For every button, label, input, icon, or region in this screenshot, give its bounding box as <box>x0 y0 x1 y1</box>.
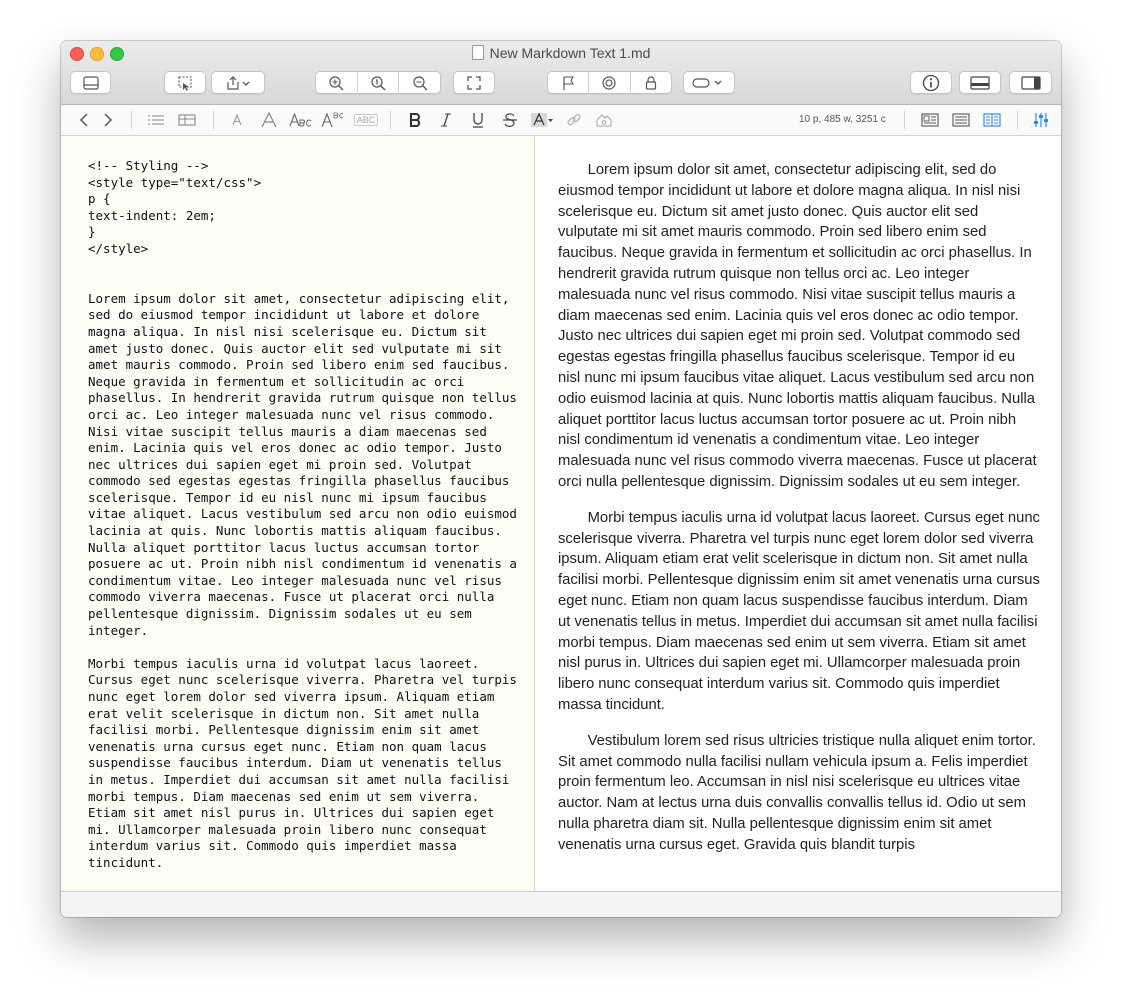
image-button[interactable] <box>594 110 614 130</box>
share-button[interactable] <box>211 71 265 94</box>
format-settings-button[interactable] <box>1032 110 1050 130</box>
strikethrough-button[interactable] <box>501 110 519 130</box>
preview-pane <box>535 136 1061 891</box>
panel-button[interactable] <box>1009 71 1052 94</box>
small-caps-icon <box>289 112 313 128</box>
bold-button[interactable] <box>407 110 423 130</box>
highlight-icon <box>531 112 555 128</box>
sliders-icon <box>1033 112 1049 128</box>
table-button[interactable] <box>177 110 197 130</box>
link-button[interactable] <box>565 110 583 130</box>
document-icon <box>472 45 484 60</box>
highlight-button[interactable] <box>531 110 555 130</box>
info-button[interactable] <box>910 71 952 94</box>
selection-button[interactable] <box>164 71 206 94</box>
document-stats: 10 p, 485 w, 3251 c <box>799 114 886 125</box>
format-bar <box>61 105 1061 136</box>
divider <box>131 111 132 129</box>
fullscreen-icon <box>466 75 482 91</box>
target-button[interactable] <box>589 72 630 93</box>
lock-icon <box>644 75 658 91</box>
selection-icon <box>177 75 193 91</box>
flag-icon <box>561 75 575 91</box>
strikethrough-icon <box>502 113 518 127</box>
flag-button[interactable] <box>548 72 589 93</box>
italic-button[interactable] <box>438 110 454 130</box>
all-caps-button[interactable] <box>353 110 379 130</box>
lock-button[interactable] <box>631 72 671 93</box>
split-view-icon <box>983 113 1001 127</box>
link-icon <box>566 112 582 128</box>
image-icon <box>595 112 613 128</box>
split-view-button[interactable] <box>982 110 1002 130</box>
toggle-dropdown-button[interactable] <box>683 71 735 94</box>
layout-button[interactable] <box>959 71 1001 94</box>
small-caps-button[interactable] <box>289 110 313 130</box>
all-caps-label: ABC <box>354 114 379 126</box>
zoom-out-icon <box>412 75 428 91</box>
forward-button[interactable] <box>100 110 116 130</box>
window-title-text: New Markdown Text 1.md <box>489 45 651 61</box>
zoom-control-group <box>315 71 441 94</box>
titlebar <box>61 41 1061 105</box>
share-icon <box>225 75 251 91</box>
preview-content <box>535 136 1061 856</box>
table-icon <box>178 114 196 126</box>
back-button[interactable] <box>76 110 92 130</box>
font-smaller-button[interactable] <box>229 110 245 130</box>
superscript-caps-icon <box>321 112 345 128</box>
chevron-right-icon <box>103 113 113 127</box>
panel-icon <box>1021 76 1041 90</box>
divider <box>904 111 905 129</box>
status-bar <box>61 891 1061 917</box>
italic-icon <box>440 113 452 127</box>
sidebar-icon <box>83 76 99 90</box>
bold-icon <box>409 113 421 127</box>
preview-view-icon <box>952 113 970 127</box>
preview-paragraph: Lorem ipsum dolor sit amet, consectetur adipiscing elit, sed do eiusmod tempor incididunt ut labore et dolore magna aliqua. In nisl nisi scelerisque eu. Dictum sit amet justo donec. Quis auctor elit sed vulputate mi sit amet mauris commodo. Proin sed libero enim sed faucibus. Neque gravida in fermentum et sollicitudin ac orci phasellus. In hendrerit gravida rutrum quisque non tellus orci ac. Leo integer malesuada nunc vel risus commodo. Nisi vitae suscipit tellus mauris a diam maecenas sed enim. Lacinia quis vel eros donec ac odio tempor. Justo nec ultrices dui sapien eget mi proin sed. Volutpat commodo sed egestas egestas fringilla phasellus faucibus scelerisque. Tempor id eu nisl nunc mi ipsum faucibus vitae aliquet. Lacus vestibulum sed arcu non odio euismod lacinia at quis. Nunc lobortis mattis aliquam faucibus. Nulla aliquet porttitor lacus luctus accumsan tortor posuere ac ut. Proin nibh nisl condimentum id venenatis a condimentum vitae. Leo integer malesuada nunc vel risus commodo viverra maecenas. Fusce ut placerat orci nulla pellentesque dignissim. Dignissim sodales ut eu sem integer. <box>558 162 1037 490</box>
preview-paragraph: Vestibulum lorem sed risus ultricies tristique nulla aliquet enim tortor. Sit amet commodo nulla facilisi nullam vehicula ipsum a. Felis imperdiet proin fermentum leo. Accumsan in nisl nisi scelerisque eu ultrices vitae auctor. Nam at lectus urna duis convallis convallis tellus id. Odio ut sem nulla pharetra diam sit. Nulla pellentesque dignissim enim sit amet venenatis urna cursus eget. Gravida quis blandit turpis <box>558 732 1036 853</box>
underline-button[interactable] <box>470 110 486 130</box>
font-larger-button[interactable] <box>259 110 279 130</box>
actual-size-icon <box>370 75 386 91</box>
fullscreen-button[interactable] <box>453 71 495 94</box>
toggle-icon <box>691 76 727 90</box>
zoom-in-button[interactable] <box>316 72 358 93</box>
document-state-group <box>547 71 672 94</box>
font-smaller-icon <box>230 113 244 127</box>
divider <box>213 111 214 129</box>
preview-only-view-button[interactable] <box>951 110 971 130</box>
chevron-left-icon <box>79 113 89 127</box>
window-title <box>61 45 1061 61</box>
superscript-caps-button[interactable] <box>321 110 345 130</box>
preview-paragraph: Morbi tempus iaculis urna id volutpat lacus laoreet. Cursus eget nunc scelerisque viverra. Pharetra vel turpis nunc eget lorem dolor sed viverra ipsum. Aliquam etiam erat velit scelerisque in dictum non. Sit amet nulla facilisi morbi. Pellentesque dignissim enim sit amet venenatis urna cursus eget nunc. Etiam non quam lacus suspendisse faucibus interdum. Diam ut venenatis tellus in metus. Imperdiet dui accumsan sit amet nulla facilisi morbi tempus. Diam maecenas sed enim ut sem viverra. Etiam sit amet nisl purus in. Ultrices dui sapien eget mi. Ullamcorper malesuada proin libero nunc consequat interdum varius sit. Commodo quis imperdiet massa tincidunt. <box>558 509 1040 713</box>
zoom-out-button[interactable] <box>399 72 440 93</box>
font-larger-icon <box>260 112 278 128</box>
layout-icon <box>970 76 990 90</box>
zoom-in-icon <box>328 75 344 91</box>
actual-size-button[interactable] <box>358 72 400 93</box>
underline-icon <box>472 112 484 128</box>
markdown-editor[interactable] <box>61 136 535 891</box>
divider <box>390 111 391 129</box>
editor-view-icon <box>921 113 939 127</box>
editor-text[interactable]: <!-- Styling --> <style type="text/css"> p { text-indent: 2em; } </style> Lorem ipsum dolor sit amet, consectetur adipiscing elit, sed do eiusmod tempor incididunt ut labore et dolore magna aliqua. In nisl nisi scelerisque eu. Dictum sit amet justo donec. Quis auctor elit sed vulputate mi sit amet mauris commodo. Proin sed libero enim sed faucibus. Neque gravida in fermentum et sollicitudin ac orci phasellus. In hendrerit gravida rutrum quisque non tellus orci ac. Leo integer malesuada nunc vel risus commodo. Nisi vitae suscipit tellus mauris a diam maecenas sed enim. Lacinia quis vel eros donec ac odio tempor. Justo nec ultrices dui sapien eget mi proin sed. Volutpat commodo sed egestas egestas fringilla phasellus faucibus scelerisque. Tempor id eu nisl nunc mi ipsum faucibus vitae aliquet. Lacus vestibulum sed arcu non odio euismod lacinia at quis. Nunc lobortis mattis aliquam faucibus. Nulla aliquet porttitor lacus luctus accumsan tortor posuere ac ut. Proin nibh nisl condimentum id venenatis a condimentum vitae. Leo integer malesuada nunc vel risus commodo viverra maecenas. Fusce ut placerat orci nulla pellentesque dignissim. Dignissim sodales ut eu sem integer. Morbi tempus iaculis urna id volutpat lacus laoreet. Cursus eget nunc scelerisque viverra. Pharetra vel turpis nunc eget lorem dolor sed viverra ipsum. Aliquam etiam erat velit scelerisque in dictum non. Sit amet nulla facilisi morbi. Pellentesque dignissim enim sit amet venenatis urna cursus eget nunc. Etiam non quam lacus suspendisse faucibus interdum. Diam ut venenatis tellus in metus. Imperdiet dui accumsan sit amet nulla facilisi morbi tempus. Diam maecenas sed enim ut sem viverra. Etiam sit amet nisl purus in. Ultrices dui sapien eget mi. Ullamcorper malesuada proin libero nunc consequat interdum varius sit. Commodo quis imperdiet massa tincidunt. <box>88 158 517 870</box>
target-icon <box>601 75 617 91</box>
app-window <box>61 41 1061 917</box>
divider <box>1017 111 1018 129</box>
info-icon <box>922 74 940 92</box>
editor-only-view-button[interactable] <box>920 110 940 130</box>
list-button[interactable] <box>146 110 166 130</box>
list-icon <box>147 114 165 126</box>
sidebar-toggle-button[interactable] <box>70 71 111 94</box>
